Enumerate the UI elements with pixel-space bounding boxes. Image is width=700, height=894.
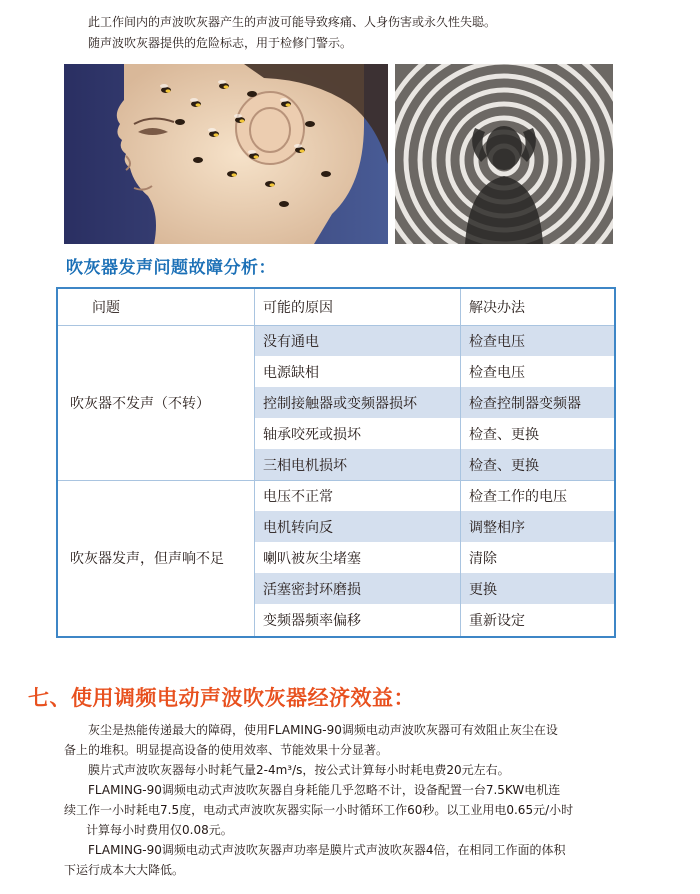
cause-cell: 控制接触器或变频器损坏 — [254, 387, 460, 418]
solution-cell: 检查电压 — [460, 356, 614, 387]
problem-cell-weak-sound: 吹灰器发声，但声响不足 — [70, 551, 224, 567]
intro-text — [88, 12, 648, 54]
benefit-line: 备上的堆积。明显提高设备的使用效率、节能效果十分显著。 — [64, 743, 389, 757]
benefit-line: 膜片式声波吹灰器每小时耗气量2-4m³/s，按公式计算每小时耗电费20元左右。 — [88, 763, 510, 777]
solution-cell: 检查、更换 — [460, 418, 614, 449]
cause-cell: 电机转向反 — [254, 511, 460, 542]
benefit-heading: 七、使用调频电动声波吹灰器经济效益： — [28, 686, 415, 710]
solution-cell: 检查、更换 — [460, 449, 614, 480]
solution-cell: 重新设定 — [460, 604, 614, 636]
header-solution: 解决办法 — [460, 289, 614, 325]
benefit-line: 下运行成本大大降低。 — [64, 863, 185, 877]
illustration-face-with-insects — [64, 64, 388, 244]
header-problem: 问题 — [92, 300, 120, 316]
cause-cell: 三相电机损坏 — [254, 449, 460, 480]
solution-cell: 调整相序 — [460, 511, 614, 542]
illustration-sound-waves — [395, 64, 613, 244]
header-cause: 可能的原因 — [254, 289, 460, 325]
solution-cell: 检查工作的电压 — [460, 480, 614, 511]
table-header-row — [58, 289, 614, 325]
solution-cell: 清除 — [460, 542, 614, 573]
column-divider — [254, 289, 255, 636]
benefit-body — [64, 720, 644, 880]
benefit-line: 计算每小时费用仅0.08元。 — [86, 823, 233, 837]
benefit-line: FLAMING-90调频电动式声波吹灰器自身耗能几乎忽略不计，设备配置一台7.5KW电机连 — [88, 783, 561, 797]
intro-line: 此工作间内的声波吹灰器产生的声波可能导致疼痛、人身伤害或永久性失聪。 — [88, 15, 497, 29]
cause-cell: 没有通电 — [254, 325, 460, 356]
problem-cell-no-sound: 吹灰器不发声（不转） — [70, 395, 210, 412]
benefit-line: FLAMING-90调频电动式声波吹灰器声功率是膜片式声波吹灰器4倍，在相同工作面的体积 — [88, 843, 566, 857]
solution-cell: 更换 — [460, 573, 614, 604]
fault-analysis-table — [56, 287, 616, 638]
cause-cell: 变频器频率偏移 — [254, 604, 460, 636]
cause-cell: 活塞密封环磨损 — [254, 573, 460, 604]
benefit-line: 灰尘是热能传递最大的障碍，使用FLAMING-90调频电动声波吹灰器可有效阻止灰尘在设 — [88, 723, 558, 737]
solution-cell: 检查电压 — [460, 325, 614, 356]
fault-analysis-heading: 吹灰器发声问题故障分析： — [66, 258, 276, 278]
intro-line: 随声波吹灰器提供的危险标志，用于检修门警示。 — [88, 36, 353, 50]
benefit-line: 续工作一小时耗电7.5度，电动式声波吹灰器实际一小时循环工作60秒。以工业用电0.65元/小时 — [64, 803, 574, 817]
cause-cell: 喇叭被灰尘堵塞 — [254, 542, 460, 573]
cause-cell: 轴承咬死或损坏 — [254, 418, 460, 449]
cause-cell: 电源缺相 — [254, 356, 460, 387]
solution-cell: 检查控制器变频器 — [460, 387, 614, 418]
cause-cell: 电压不正常 — [254, 480, 460, 511]
